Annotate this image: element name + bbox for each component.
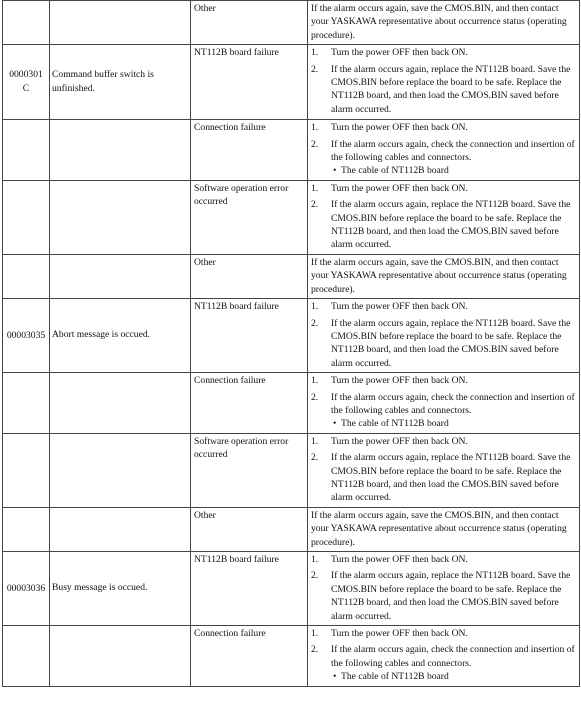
remedy-steps [311, 553, 576, 623]
remedy-cell [308, 433, 580, 507]
alarm-table [2, 0, 580, 687]
table-row [3, 180, 580, 254]
alarm-code-cell [3, 433, 50, 507]
alarm-code-cell [3, 373, 50, 434]
remedy-step: 2. If the alarm occurs again, replace the NT112B board. Save the CMOS.BIN before replace the board to be safe. Replace the NT112B board, and then load the CMOS.BIN saved before alarm occurred. [311, 317, 571, 369]
alarm-message-cell [50, 507, 191, 551]
table-row [3, 507, 580, 551]
alarm-code-cell [3, 45, 50, 120]
alarm-message-cell [50, 433, 191, 507]
cause-cell: Connection failure [191, 373, 308, 434]
bullet-icon: • [333, 165, 337, 177]
remedy-steps [311, 46, 576, 116]
remedy-step: 1. Turn the power OFF then back ON. [311, 122, 468, 134]
alarm-message-cell [50, 1, 191, 45]
alarm-code: 0000301C [9, 69, 43, 95]
cause-cell: NT112B board failure [191, 45, 308, 120]
remedy-text: If the alarm occurs again, save the CMOS.BIN, and then contact your YASKAWA representative about occurrence status (operating procedure). [311, 256, 567, 295]
remedy-step: 2. If the alarm occurs again, replace the NT112B board. Save the CMOS.BIN before replace the board to be safe. Replace the NT112B board, and then load the CMOS.BIN saved before alarm occurred. [311, 63, 571, 115]
remedy-step: 1. Turn the power OFF then back ON. [311, 182, 468, 194]
cause-cell: Connection failure [191, 626, 308, 687]
remedy-step: 2. If the alarm occurs again, check the connection and insertion of the following cables and connectors. • The cable of NT112B board [311, 138, 575, 177]
alarm-code-cell: 00003036 [3, 552, 50, 626]
alarm-message-cell [50, 373, 191, 434]
cause-cell: NT112B board failure [191, 552, 308, 626]
cause-cell: Connection failure [191, 120, 308, 181]
remedy-step: 1. Turn the power OFF then back ON. [311, 47, 468, 59]
remedy-cell [308, 299, 580, 373]
remedy-step: 1. Turn the power OFF then back ON. [311, 554, 468, 565]
remedy-cell [308, 507, 580, 551]
remedy-step: 1. Turn the power OFF then back ON. [311, 375, 468, 387]
table-row [3, 552, 580, 626]
alarm-message-cell [50, 180, 191, 254]
bullet-icon: • [333, 418, 337, 430]
cause-cell: Other [191, 507, 308, 551]
alarm-message-cell [50, 626, 191, 687]
remedy-steps [311, 435, 576, 505]
remedy-steps [311, 374, 576, 431]
alarm-message-cell: Abort message is occued. [50, 299, 191, 373]
bullet-icon: • [333, 671, 337, 683]
alarm-code-cell [3, 507, 50, 551]
remedy-text: If the alarm occurs again, save the CMOS.BIN, and then contact your YASKAWA representative about occurrence status (operating procedure). [311, 3, 567, 41]
alarm-message-cell [50, 254, 191, 298]
alarm-code-cell [3, 120, 50, 181]
remedy-step: 2. If the alarm occurs again, check the connection and insertion of the following cables and connectors. • The cable of NT112B board [311, 391, 575, 430]
remedy-step: 2. If the alarm occurs again, replace the NT112B board. Save the CMOS.BIN before replace the board to be safe. Replace the NT112B board, and then load the CMOS.BIN saved before alarm occurred. [311, 570, 571, 622]
remedy-step: 2. If the alarm occurs again, replace the NT112B board. Save the CMOS.BIN before replace the board to be safe. Replace the NT112B board, and then load the CMOS.BIN saved before alarm occurred. [311, 452, 571, 504]
remedy-cell [308, 373, 580, 434]
table-row [3, 1, 580, 45]
remedy-steps [311, 300, 576, 370]
remedy-sub-item: • The cable of NT112B board [333, 418, 449, 430]
cause-cell: NT112B board failure [191, 299, 308, 373]
remedy-text: If the alarm occurs again, save the CMOS.BIN, and then contact your YASKAWA representative about occurrence status (operating procedure). [311, 509, 567, 548]
remedy-steps [311, 627, 576, 684]
alarm-code-cell [3, 1, 50, 45]
remedy-cell [308, 626, 580, 687]
alarm-code-cell [3, 254, 50, 298]
remedy-cell [308, 254, 580, 298]
cause-cell: Other [191, 254, 308, 298]
alarm-message-cell: Busy message is occued. [50, 552, 191, 626]
cause-cell: Software operation error occurred [191, 433, 308, 507]
alarm-code-cell: 00003035 [3, 299, 50, 373]
table-row [3, 373, 580, 434]
remedy-steps [311, 182, 576, 252]
table-row [3, 299, 580, 373]
table-row [3, 254, 580, 298]
remedy-step: 1. Turn the power OFF then back ON. [311, 628, 468, 640]
remedy-cell [308, 120, 580, 181]
remedy-step: 2. If the alarm occurs again, check the connection and insertion of the following cables and connectors. • The cable of NT112B board [311, 644, 575, 683]
remedy-sub-item: • The cable of NT112B board [333, 671, 449, 683]
remedy-cell [308, 45, 580, 120]
cause-cell: Software operation error occurred [191, 180, 308, 254]
table-row [3, 626, 580, 687]
remedy-sub-item: • The cable of NT112B board [333, 165, 449, 177]
remedy-steps [311, 121, 576, 178]
remedy-step: 1. Turn the power OFF then back ON. [311, 435, 468, 447]
remedy-cell [308, 180, 580, 254]
table-row [3, 45, 580, 120]
remedy-cell [308, 1, 580, 45]
table-row [3, 433, 580, 507]
alarm-message-cell [50, 120, 191, 181]
remedy-cell [308, 552, 580, 626]
alarm-code-cell [3, 626, 50, 687]
alarm-code-cell [3, 180, 50, 254]
cause-cell: Other [191, 1, 308, 45]
alarm-message-cell: Command buffer switch is unfinished. [50, 45, 191, 120]
table-row [3, 120, 580, 181]
remedy-step: 2. If the alarm occurs again, replace the NT112B board. Save the CMOS.BIN before replace the board to be safe. Replace the NT112B board, and then load the CMOS.BIN saved before alarm occurred. [311, 199, 571, 251]
remedy-step: 1. Turn the power OFF then back ON. [311, 301, 468, 313]
